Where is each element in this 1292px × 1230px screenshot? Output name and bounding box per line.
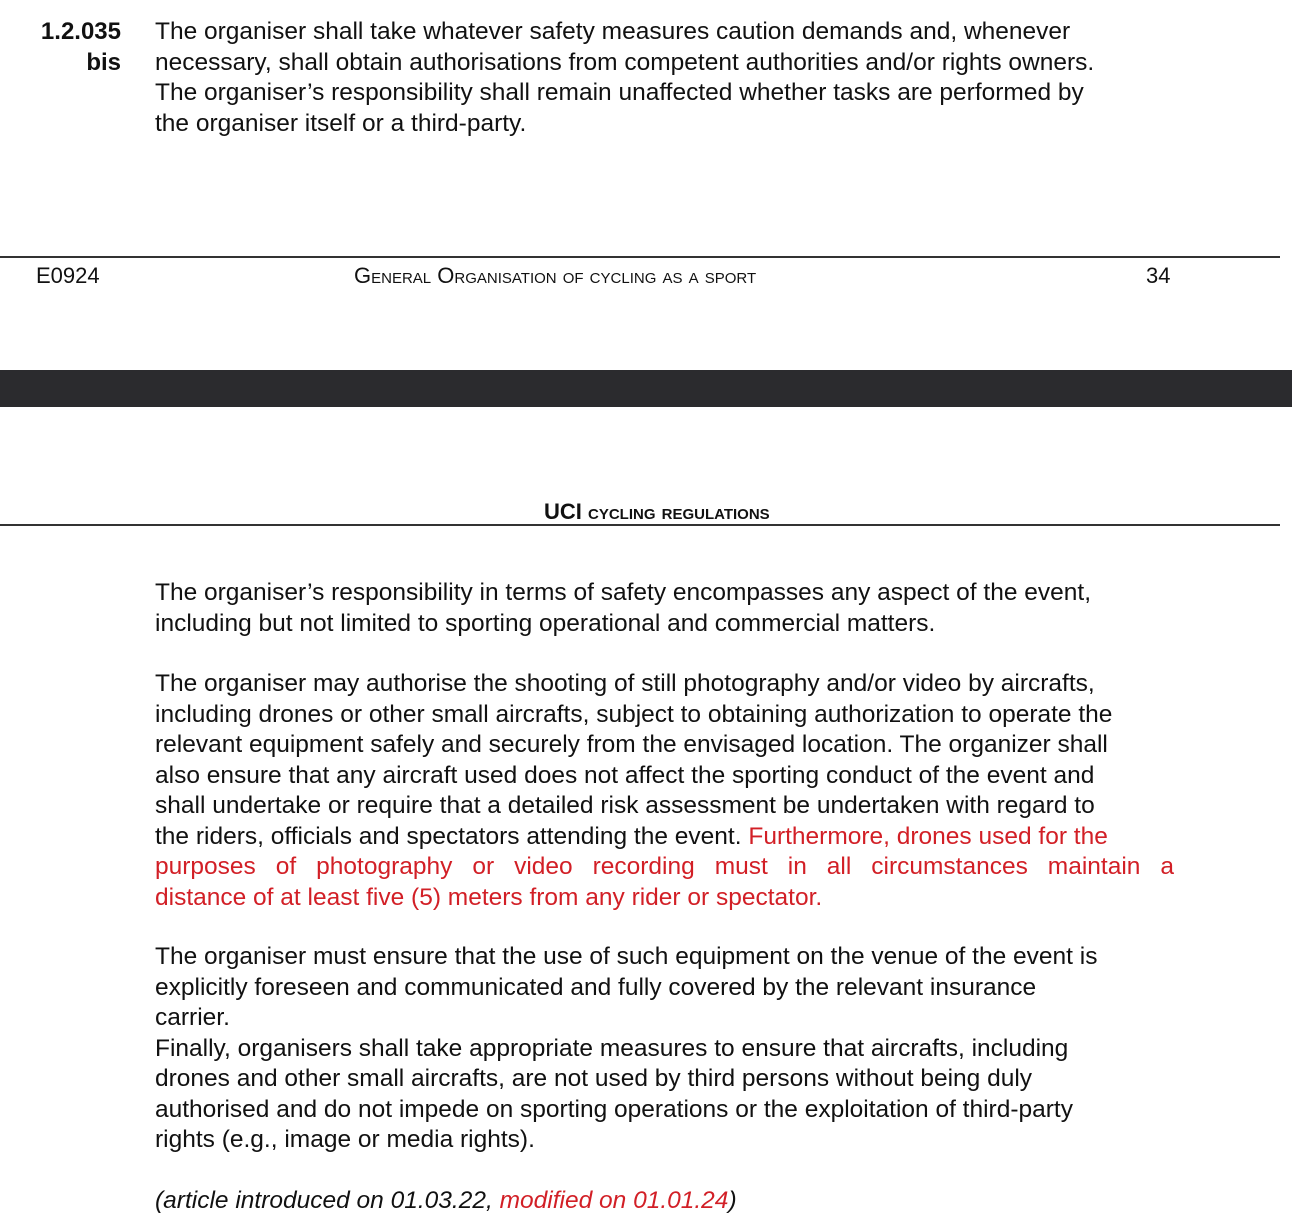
article-number-suffix: bis	[86, 48, 121, 76]
text-line: The organiser shall take whatever safety measures caution demands and, whenever	[155, 18, 1071, 45]
page-separator	[0, 370, 1292, 407]
article-number-main: 1.2.035	[40, 18, 121, 45]
text-line: rights (e.g., image or media rights).	[155, 1126, 535, 1153]
footer-doc-code: E0924	[36, 263, 100, 288]
amendment-note: (article introduced on 01.03.22, modified on 01.01.24)	[155, 1187, 737, 1214]
header-rule	[0, 524, 1280, 526]
text-line: carrier.	[155, 1004, 230, 1031]
text-line: the riders, officials and spectators attending the event. Furthermore, drones used for the	[155, 822, 1108, 850]
footer-title: General Organisation of cycling as a sport	[354, 263, 757, 288]
paragraph-safety-scope	[155, 578, 1091, 639]
article-intro-text	[155, 17, 1094, 139]
text-line: Finally, organisers shall take appropriate measures to ensure that aircrafts, including	[155, 1034, 1069, 1062]
text-line: also ensure that any aircraft used does not affect the sporting conduct of the event and	[155, 761, 1095, 789]
amended-text: distance of at least five (5) meters from any rider or spectator.	[155, 883, 823, 911]
text-line: authorised and do not impede on sporting operations or the exploitation of third-party	[155, 1095, 1073, 1123]
text-line: drones and other small aircrafts, are not used by third persons without being duly	[155, 1065, 1033, 1092]
text-line: including but not limited to sporting operational and commercial matters.	[155, 609, 936, 637]
article-number	[0, 17, 121, 78]
text-line: shall undertake or require that a detailed risk assessment be undertaken with regard to	[155, 792, 1095, 819]
footer-page-number: 34	[1146, 263, 1171, 288]
text-line: the organiser itself or a third-party.	[155, 109, 527, 137]
amended-text: purposes of photography or video recording must in all circumstances maintain a	[155, 853, 1174, 880]
footer-rule	[0, 256, 1280, 258]
text-line: including drones or other small aircrafts, subject to obtaining authorization to operate the	[155, 700, 1113, 728]
text-line: The organiser must ensure that the use of such equipment on the venue of the event is	[155, 943, 1098, 970]
text-line: explicitly foreseen and communicated and fully covered by the relevant insurance	[155, 973, 1037, 1001]
text-line: The organiser’s responsibility shall remain unaffected whether tasks are performed by	[155, 79, 1084, 106]
modified-date: modified on 01.01.24	[499, 1187, 729, 1214]
page-header-title: UCI cycling regulations	[544, 499, 770, 524]
text-line: necessary, shall obtain authorisations from competent authorities and/or rights owners.	[155, 48, 1095, 76]
paragraph-insurance-and-third-parties	[155, 942, 1097, 1156]
paragraph-aircraft-authorisation	[155, 669, 1174, 913]
amended-text: Furthermore, drones used for the	[748, 822, 1108, 850]
text-line: relevant equipment safely and securely from the envisaged location. The organizer shall	[155, 731, 1108, 758]
text-line: The organiser may authorise the shooting of still photography and/or video by aircrafts,	[155, 670, 1095, 697]
text-line: The organiser’s responsibility in terms of safety encompasses any aspect of the event,	[155, 579, 1092, 606]
